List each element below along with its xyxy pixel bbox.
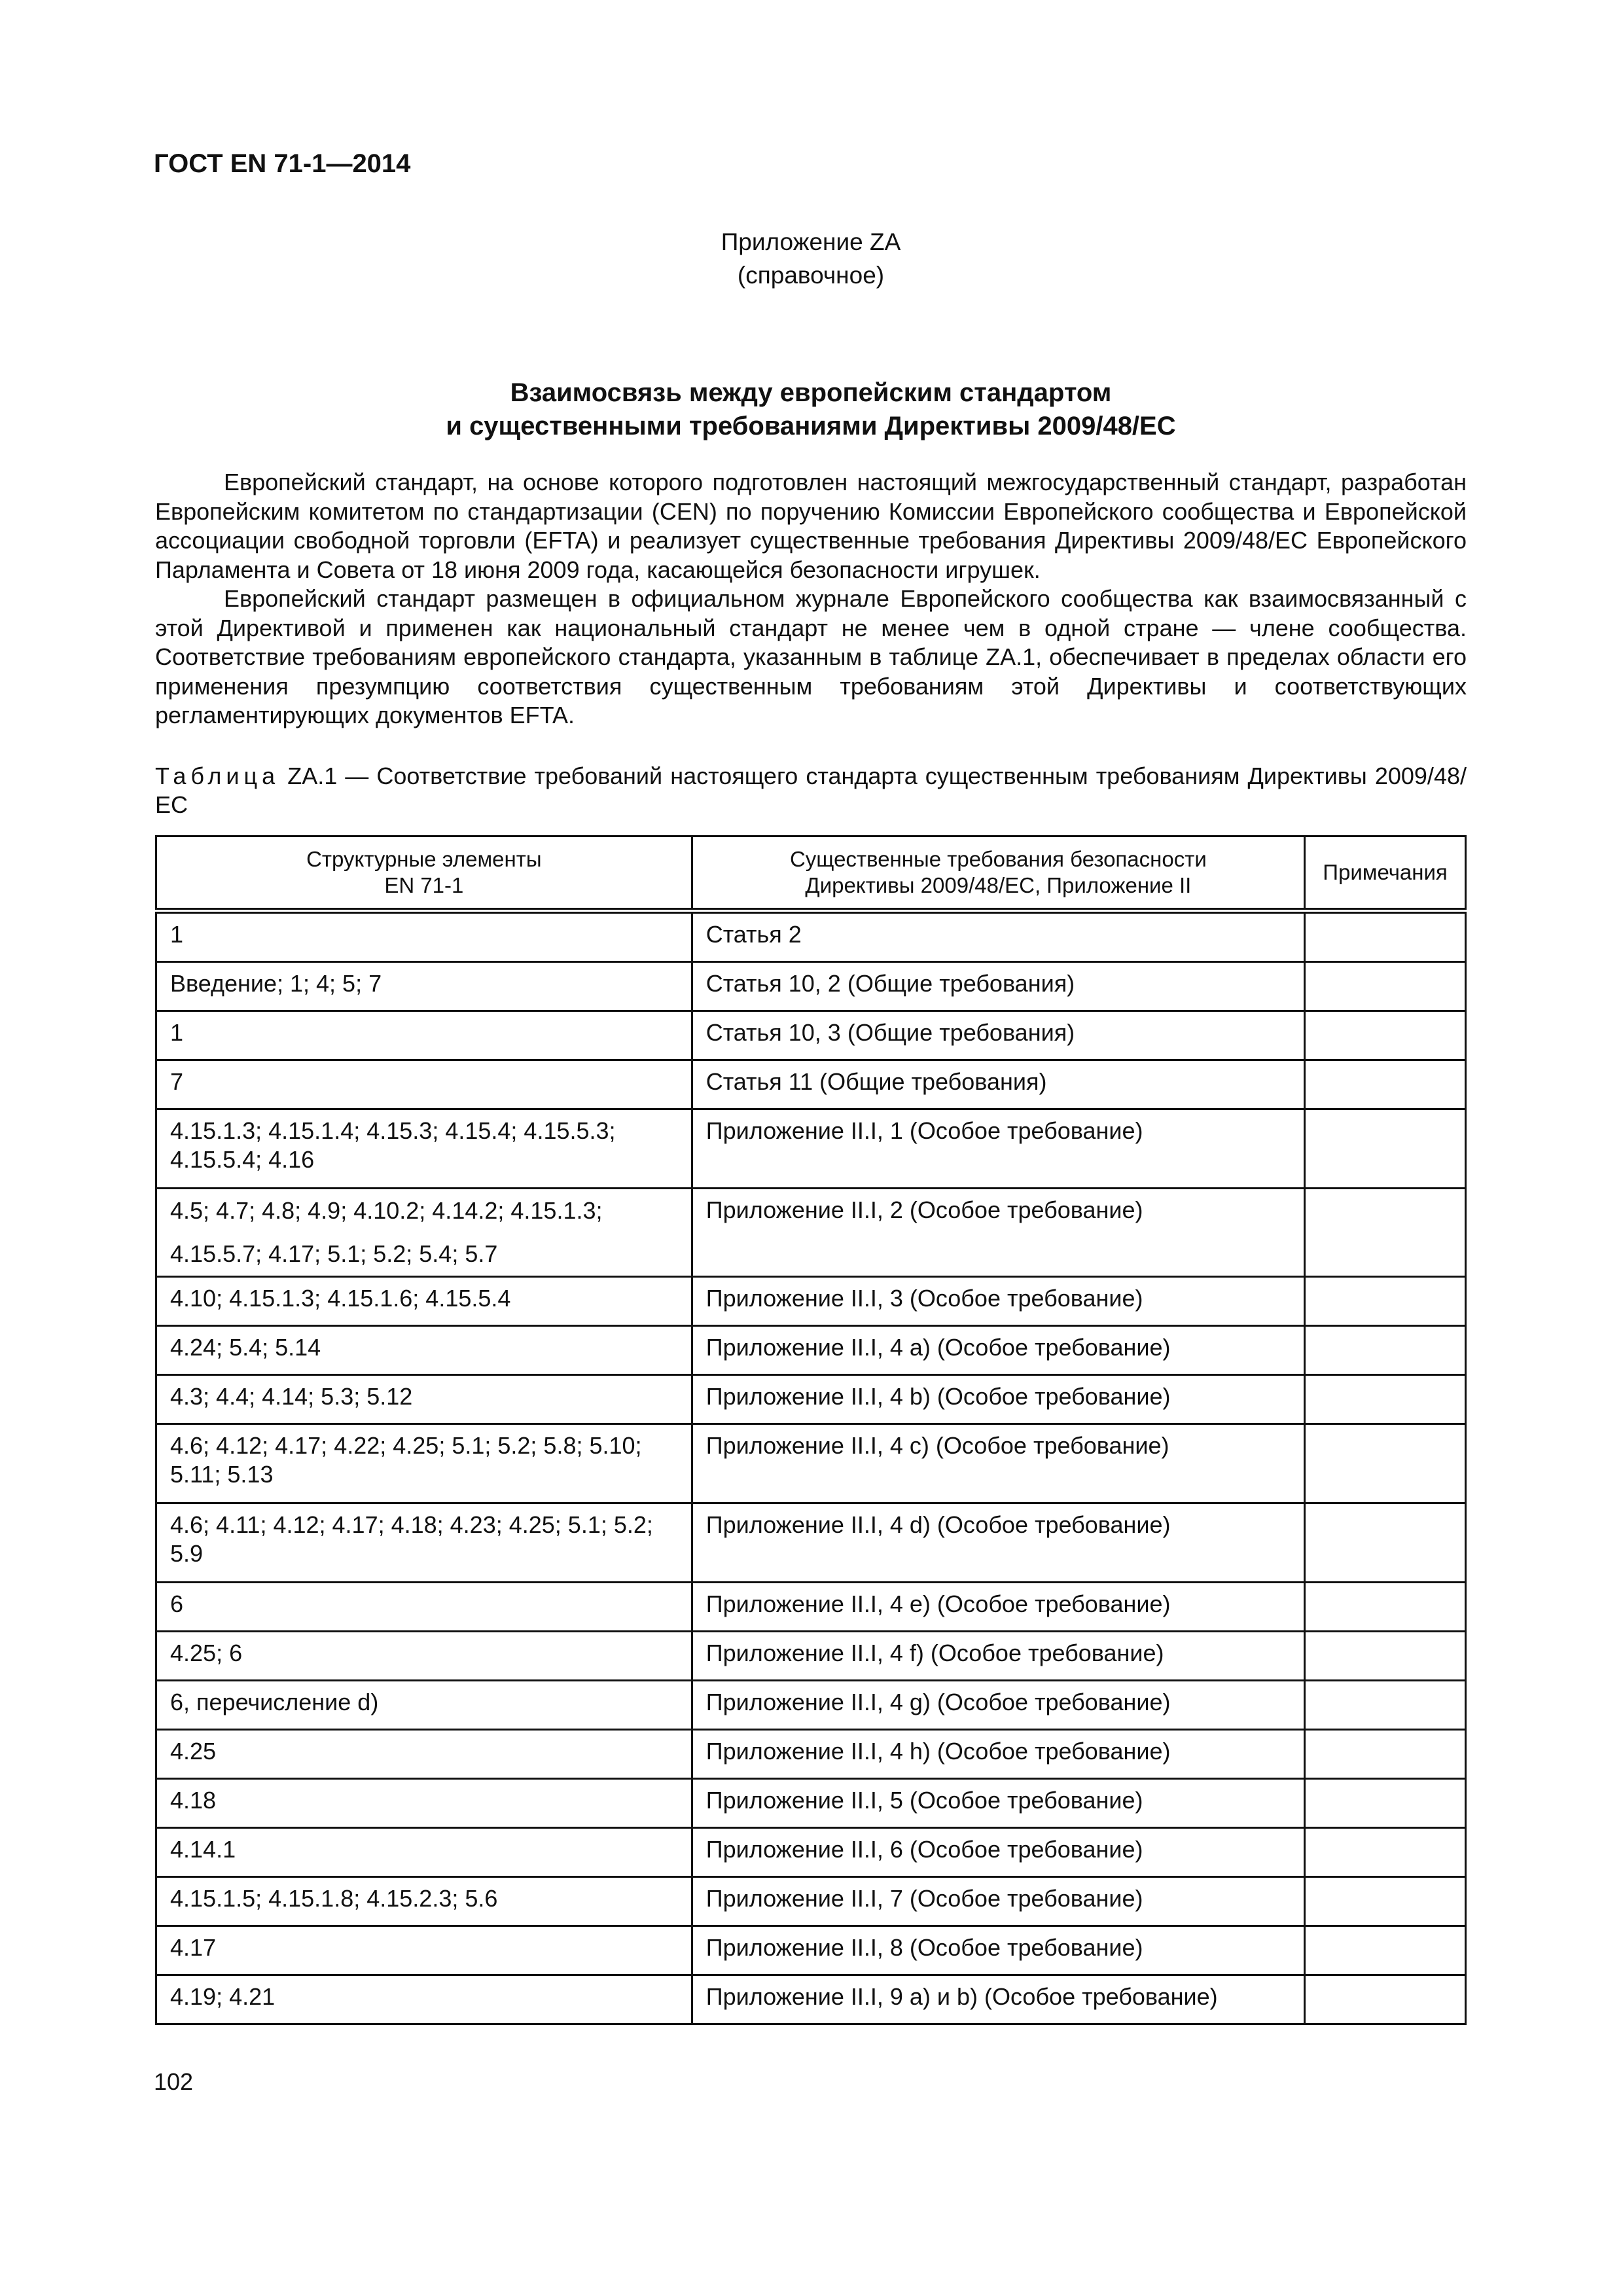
cell-text: Приложение II.I, 4 c) (Особое требование): [705, 1432, 1169, 1459]
cell-c3: [1305, 1277, 1466, 1326]
cell-c3: [1305, 1632, 1466, 1681]
cell-text: Приложение II.I, 9 a) и b) (Особое требование): [705, 1983, 1218, 2010]
cell-text: 4.25: [170, 1738, 217, 1765]
paragraph: Европейский стандарт размещен в официальном журнале Европейского сообщества как взаимосвязанный с этой Директивой и применен как национальный стандарт не менее чем в одной стране — члене сообщества. Соответствие требованиям европейского стандарта, указанным в таблице ZA.1, обеспечивает в пределах области его применения презумпцию соответствия существенным требованиям этой Директивы и соответствующих регламентирующих документов EFTA.: [155, 585, 1467, 728]
table-row: [156, 1877, 1466, 1926]
correspondence-table: [155, 835, 1467, 2025]
table-row: [156, 1583, 1466, 1632]
cell-c3: [1305, 1109, 1466, 1189]
cell-text: Приложение II.I, 7 (Особое требование): [705, 1885, 1143, 1912]
cell-text: 7: [170, 1068, 184, 1095]
cell-c3: [1305, 1877, 1466, 1926]
table-row: [156, 1926, 1466, 1975]
cell-c1: [156, 1975, 692, 2024]
cell-text: Введение; 1; 4; 5; 7: [170, 970, 382, 997]
cell-text: 4.15.1.3; 4.15.1.4; 4.15.3; 4.15.4; 4.15.5.3; 4.15.5.4; 4.16: [170, 1117, 616, 1173]
cell-c2: [692, 1011, 1304, 1060]
table-row: [156, 1277, 1466, 1326]
cell-c2: [692, 1975, 1304, 2024]
cell-c1: [156, 1189, 692, 1277]
cell-c1: [156, 1060, 692, 1109]
cell-c2: [692, 911, 1304, 962]
header-line: Существенные требования безопасности: [789, 847, 1207, 871]
cell-text: 4.5; 4.7; 4.8; 4.9; 4.10.2; 4.14.2; 4.15.1.3; 4.15.5.7; 4.17; 5.1; 5.2; 5.4; 5.7: [170, 1197, 603, 1267]
document-code: ГОСТ EN 71-1—2014: [154, 149, 411, 178]
cell-c2: [692, 1828, 1304, 1877]
cell-text: 4.14.1: [170, 1836, 236, 1863]
heading-line-1: Взаимосвязь между европейским стандартом: [510, 378, 1112, 407]
cell-c3: [1305, 1828, 1466, 1877]
annex-name: Приложение ZA: [721, 228, 901, 255]
cell-c2: [692, 1730, 1304, 1779]
cell-text: 4.3; 4.4; 4.14; 5.3; 5.12: [170, 1383, 413, 1410]
header-line: EN 71-1: [384, 873, 464, 897]
cell-c3: [1305, 911, 1466, 962]
cell-c3: [1305, 1681, 1466, 1730]
caption-text: ZA.1 — Соответствие требований настоящего стандарта существенным требованиям Директивы 2009/48/ЕС: [155, 762, 1467, 818]
cell-c2: [692, 1926, 1304, 1975]
header-notes: Примечания: [1305, 836, 1466, 911]
cell-c1: [156, 1375, 692, 1424]
cell-c1: [156, 1503, 692, 1583]
table-row: [156, 1424, 1466, 1503]
cell-c2: [692, 1681, 1304, 1730]
header-line: Структурные элементы: [306, 847, 542, 871]
cell-c1: [156, 1424, 692, 1503]
table-row: [156, 962, 1466, 1011]
cell-c1: [156, 1730, 692, 1779]
table-row: [156, 911, 1466, 962]
header-line: Директивы 2009/48/ЕС, Приложение II: [805, 873, 1192, 897]
cell-c1: [156, 1926, 692, 1975]
cell-c1: [156, 1877, 692, 1926]
cell-text: Статья 11 (Общие требования): [705, 1068, 1047, 1095]
cell-text: Приложение II.I, 5 (Особое требование): [705, 1787, 1143, 1814]
cell-text: Приложение II.I, 4 a) (Особое требование): [705, 1334, 1171, 1361]
cell-c2: [692, 1277, 1304, 1326]
table-row: [156, 1326, 1466, 1375]
cell-text: 4.25; 6: [170, 1640, 243, 1666]
cell-text: Приложение II.I, 4 e) (Особое требование): [705, 1590, 1171, 1617]
cell-text: 4.17: [170, 1934, 217, 1961]
cell-text: Статья 10, 3 (Общие требования): [705, 1019, 1075, 1046]
cell-c2: [692, 1877, 1304, 1926]
table-row: [156, 1779, 1466, 1828]
cell-c3: [1305, 1060, 1466, 1109]
cell-c2: [692, 962, 1304, 1011]
cell-c3: [1305, 1926, 1466, 1975]
cell-c2: [692, 1779, 1304, 1828]
cell-text: 4.18: [170, 1787, 217, 1814]
annex-title: [155, 225, 1467, 292]
cell-c3: [1305, 1375, 1466, 1424]
cell-c2: [692, 1424, 1304, 1503]
body-text: [155, 468, 1467, 730]
cell-text: 4.24; 5.4; 5.14: [170, 1334, 321, 1361]
cell-text: Приложение II.I, 8 (Особое требование): [705, 1934, 1143, 1961]
cell-c1: [156, 1779, 692, 1828]
cell-c2: [692, 1189, 1304, 1277]
cell-text: 4.10; 4.15.1.3; 4.15.1.6; 4.15.5.4: [170, 1285, 511, 1312]
cell-text: 4.6; 4.11; 4.12; 4.17; 4.18; 4.23; 4.25; 5.1; 5.2; 5.9: [170, 1511, 653, 1567]
cell-c2: [692, 1632, 1304, 1681]
cell-c1: [156, 962, 692, 1011]
cell-text: Статья 10, 2 (Общие требования): [705, 970, 1075, 997]
table-row: [156, 1011, 1466, 1060]
cell-c3: [1305, 1975, 1466, 2024]
cell-text: 4.6; 4.12; 4.17; 4.22; 4.25; 5.1; 5.2; 5.8; 5.10; 5.11; 5.13: [170, 1432, 642, 1488]
table-row: [156, 1375, 1466, 1424]
cell-text: Статья 2: [705, 921, 802, 948]
cell-c1: [156, 911, 692, 962]
page-number: 102: [154, 2068, 194, 2095]
cell-c2: [692, 1583, 1304, 1632]
cell-text: Приложение II.I, 2 (Особое требование): [705, 1196, 1143, 1223]
cell-c1: [156, 1011, 692, 1060]
section-heading: [155, 376, 1467, 443]
heading-line-2: и существенными требованиями Директивы 2009/48/ЕС: [446, 412, 1176, 440]
cell-c3: [1305, 962, 1466, 1011]
table-caption: [155, 762, 1467, 819]
cell-c1: [156, 1109, 692, 1189]
cell-text: Приложение II.I, 3 (Особое требование): [705, 1285, 1143, 1312]
table-row: [156, 1060, 1466, 1109]
cell-c1: [156, 1681, 692, 1730]
annex-type: (справочное): [737, 262, 885, 289]
header-safety-requirements: [692, 836, 1304, 911]
paragraph: Европейский стандарт, на основе которого подготовлен настоящий межгосударственный стандарт, разработан Европейским комитетом по стандартизации (CEN) по поручению Комиссии Европейского сообщества и Европейской ассоциации свободной торговли (EFTA) и реализует существенные требования Директивы 2009/48/ЕС Европейского Парламента и Совета от 18 июня 2009 года, касающейся безопасности игрушек.: [155, 469, 1467, 583]
cell-text: Приложение II.I, 4 h) (Особое требование): [705, 1738, 1171, 1765]
cell-text: Приложение II.I, 6 (Особое требование): [705, 1836, 1143, 1863]
cell-c3: [1305, 1189, 1466, 1277]
cell-text: 6, перечисление d): [170, 1689, 379, 1715]
cell-text: 4.15.1.5; 4.15.1.8; 4.15.2.3; 5.6: [170, 1885, 498, 1912]
table-row: [156, 1828, 1466, 1877]
cell-text: Приложение II.I, 4 g) (Особое требование): [705, 1689, 1171, 1715]
cell-c1: [156, 1277, 692, 1326]
cell-c1: [156, 1583, 692, 1632]
cell-c3: [1305, 1326, 1466, 1375]
table-row: [156, 1975, 1466, 2024]
caption-label: Таблица: [155, 762, 280, 789]
table-row: [156, 1632, 1466, 1681]
cell-text: 4.19; 4.21: [170, 1983, 276, 2010]
table-row: [156, 1730, 1466, 1779]
table-row: [156, 1189, 1466, 1277]
cell-text: 1: [170, 921, 184, 948]
header-structural-elements: [156, 836, 692, 911]
cell-text: Приложение II.I, 4 d) (Особое требование): [705, 1511, 1171, 1538]
cell-c1: [156, 1632, 692, 1681]
cell-c1: [156, 1326, 692, 1375]
cell-text: Приложение II.I, 1 (Особое требование): [705, 1117, 1143, 1144]
cell-c1: [156, 1828, 692, 1877]
cell-c2: [692, 1326, 1304, 1375]
cell-c3: [1305, 1583, 1466, 1632]
cell-c2: [692, 1375, 1304, 1424]
table-row: [156, 1681, 1466, 1730]
cell-c2: [692, 1060, 1304, 1109]
cell-c2: [692, 1503, 1304, 1583]
cell-c3: [1305, 1730, 1466, 1779]
cell-c3: [1305, 1011, 1466, 1060]
cell-text: 1: [170, 1019, 184, 1046]
cell-text: Приложение II.I, 4 f) (Особое требование): [705, 1640, 1164, 1666]
cell-c3: [1305, 1424, 1466, 1503]
cell-text: 6: [170, 1590, 184, 1617]
cell-text: Приложение II.I, 4 b) (Особое требование): [705, 1383, 1171, 1410]
cell-c2: [692, 1109, 1304, 1189]
table-header-row: [156, 836, 1466, 911]
table-row: [156, 1503, 1466, 1583]
cell-c3: [1305, 1779, 1466, 1828]
table-row: [156, 1109, 1466, 1189]
cell-c3: [1305, 1503, 1466, 1583]
